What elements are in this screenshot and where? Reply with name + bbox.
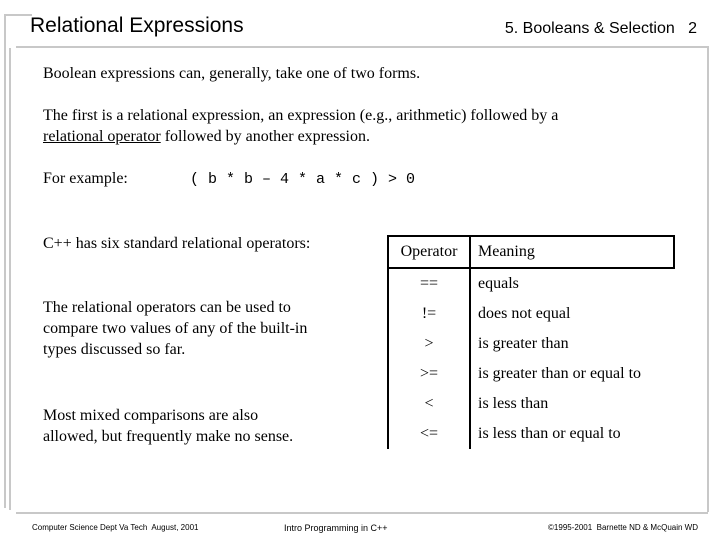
table-row <box>388 419 674 449</box>
column-header-meaning: Meaning <box>470 236 674 268</box>
operator-cell: != <box>388 299 470 329</box>
frame-right-rule <box>707 46 709 512</box>
frame-corner-horizontal <box>4 14 32 16</box>
header-divider <box>16 46 708 48</box>
table-row <box>388 268 674 299</box>
operator-cell: < <box>388 389 470 419</box>
meaning-cell: does not equal <box>470 299 674 329</box>
meaning-cell: is greater than <box>470 329 674 359</box>
frame-left-bar <box>4 38 6 508</box>
paragraph-line: The relational operators can be used to <box>43 299 291 316</box>
operator-cell: >= <box>388 359 470 389</box>
paragraph-line-rest: followed by another expression. <box>160 128 370 145</box>
meaning-cell: is less than or equal to <box>470 419 674 449</box>
meaning-cell: equals <box>470 268 674 299</box>
footer-center: Intro Programming in C++ <box>284 523 388 533</box>
table-row <box>388 389 674 419</box>
footer-right: ©1995-2001 Barnette ND & McQuain WD <box>548 523 698 532</box>
paragraph-boolean-forms: Boolean expressions can, generally, take one of two forms. <box>43 65 421 82</box>
operator-cell: > <box>388 329 470 359</box>
operator-cell: <= <box>388 419 470 449</box>
table-header-row <box>388 236 674 268</box>
paragraph-line: types discussed so far. <box>43 341 186 358</box>
slide-title: Relational Expressions <box>30 14 244 37</box>
meaning-cell: is less than <box>470 389 674 419</box>
table-row <box>388 329 674 359</box>
example-code: ( b * b – 4 * a * c ) > 0 <box>190 171 416 188</box>
paragraph-mixed-comparisons <box>43 405 293 447</box>
table-row <box>388 359 674 389</box>
paragraph-line: Most mixed comparisons are also <box>43 407 259 424</box>
relational-operator-term: relational operator <box>43 128 161 145</box>
paragraph-line: compare two values of any of the built-in <box>43 320 308 337</box>
example-label: For example: <box>43 170 128 187</box>
column-header-operator: Operator <box>388 236 470 268</box>
footer-left: Computer Science Dept Va Tech August, 2001 <box>32 523 199 532</box>
paragraph-six-operators: C++ has six standard relational operators: <box>43 235 311 252</box>
paragraph-comparisons <box>43 297 307 360</box>
paragraph-line: allowed, but frequently make no sense. <box>43 428 294 445</box>
paragraph-line: The first is a relational expression, an expression (e.g., arithmetic) followed by a <box>43 107 559 124</box>
frame-left-bar-inner <box>9 48 11 510</box>
section-title: 5. Booleans & Selection 2 <box>504 20 697 37</box>
paragraph-line <box>43 126 558 147</box>
meaning-cell: is greater than or equal to <box>470 359 674 389</box>
operator-cell: == <box>388 268 470 299</box>
footer-divider <box>16 512 708 514</box>
relational-operators-table <box>387 235 675 449</box>
paragraph-relational-expression <box>43 105 558 147</box>
table-row <box>388 299 674 329</box>
